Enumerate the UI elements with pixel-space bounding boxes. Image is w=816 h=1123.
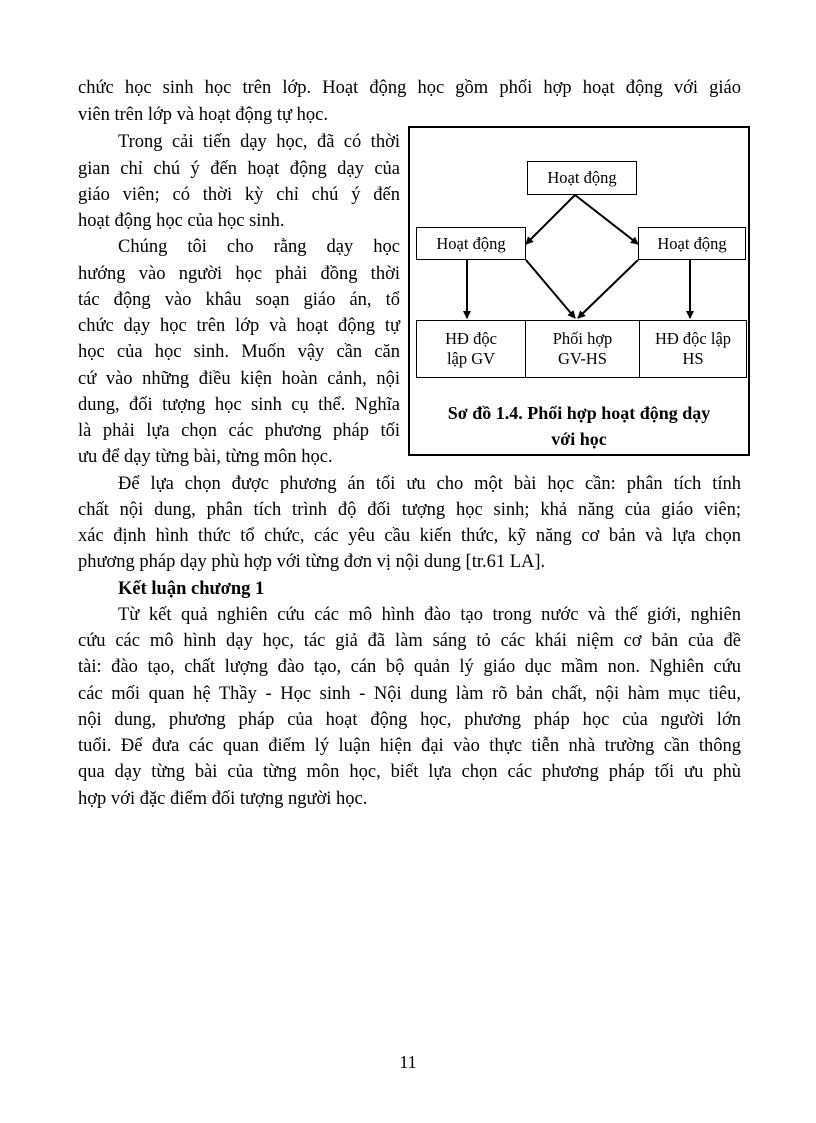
text-line: chức dạy học trên lớp và hoạt động tự (78, 316, 400, 336)
node-label: HĐ độc (445, 329, 497, 348)
text-line: là phải lựa chọn các phương pháp tối (78, 421, 400, 441)
page-number: 11 (399, 1052, 417, 1072)
text-line: hướng vào người học phải đồng thời (78, 264, 400, 284)
text-line: dung, đối tượng học sinh cụ thể. Nghĩa (78, 395, 400, 415)
node-label: Phối hợp (552, 329, 613, 348)
text-line: chất nội dung, phân tích trình độ đối tượng học sinh; khả năng của giáo viên; (78, 500, 741, 520)
section-heading: Kết luận chương 1 (118, 579, 265, 599)
text-line: qua dạy từng bài của từng môn học, biết lựa chọn các phương pháp tối ưu phù (78, 762, 741, 782)
node-independent-teacher (416, 320, 526, 378)
text-line: tuổi. Để đưa các quan điểm lý luận hiện đại vào thực tiễn nhà trường cần thông (78, 736, 741, 756)
arrow-left-to-center (526, 260, 575, 318)
text-line: xác định hình thức tổ chức, các yêu cầu kiến thức, kỹ năng cơ bản và lựa chọn (78, 526, 741, 546)
node-left-activity (416, 227, 526, 260)
arrow-top-to-right (575, 195, 638, 244)
text-line: cứu các mô hình dạy học, tác giả đã làm sáng tỏ các khái niệm cơ bản của đề (78, 631, 741, 651)
node-right-activity (638, 227, 746, 260)
node-label: HĐ độc lập (654, 329, 732, 348)
text-line: Trong cải tiến dạy học, đã có thời (118, 132, 400, 152)
node-label: lập GV (446, 349, 496, 368)
node-top-activity (527, 161, 637, 195)
text-line: Chúng tôi cho rằng dạy học (118, 237, 400, 257)
text-line: các mối quan hệ Thầy - Học sinh - Nội dung làm rõ bản chất, nội hàm mục tiêu, (78, 684, 741, 704)
node-coordination (525, 320, 640, 378)
node-independent-student (639, 320, 747, 378)
text-line: tài: đào tạo, chất lượng đào tạo, cán bộ quản lý giáo dục mầm non. Nghiên cứu (78, 657, 741, 677)
text-line: gian chỉ chú ý đến hoạt động dạy của (78, 159, 400, 179)
caption-line: Sơ đồ 1.4. Phối hợp hoạt động dạy (447, 403, 711, 423)
text-line: hợp với đặc điểm đối tượng người học. (78, 789, 368, 809)
node-label: GV-HS (558, 349, 607, 368)
node-label: Hoạt động (436, 233, 506, 253)
text-line: cứ vào những điều kiện hoàn cảnh, nội (78, 369, 400, 389)
arrow-top-to-left (526, 195, 575, 244)
text-line: học của học sinh. Muốn vậy cần căn (78, 342, 400, 362)
text-line: giáo viên; có thời kỳ chỉ chú ý đến (78, 185, 400, 205)
caption-line: với học (551, 429, 607, 449)
text-line: Từ kết quả nghiên cứu các mô hình đào tạo trong nước và thế giới, nghiên (118, 605, 741, 625)
text-line: nội dung, phương pháp của hoạt động học, phương pháp học của người lớn (78, 710, 741, 730)
diagram-figure (408, 126, 750, 456)
text-line: hoạt động học của học sinh. (78, 211, 285, 231)
figure-caption (410, 400, 748, 452)
text-line: ưu để dạy từng bài, từng môn học. (78, 447, 333, 467)
arrow-right-to-center (578, 260, 638, 318)
text-line: viên trên lớp và hoạt động tự học. (78, 105, 328, 125)
text-line: phương pháp dạy phù hợp với từng đơn vị nội dung [tr.61 LA]. (78, 552, 546, 572)
node-label: Hoạt động (657, 233, 727, 253)
text-line: tác động vào khâu soạn giáo án, tổ (78, 290, 400, 310)
text-line: Để lựa chọn được phương án tối ưu cho một bài học cần: phân tích tính (118, 474, 741, 494)
node-label: Hoạt động (547, 168, 617, 187)
text-line: chức học sinh học trên lớp. Hoạt động học gồm phối hợp hoạt động với giáo (78, 78, 741, 98)
node-label: HS (682, 349, 704, 368)
